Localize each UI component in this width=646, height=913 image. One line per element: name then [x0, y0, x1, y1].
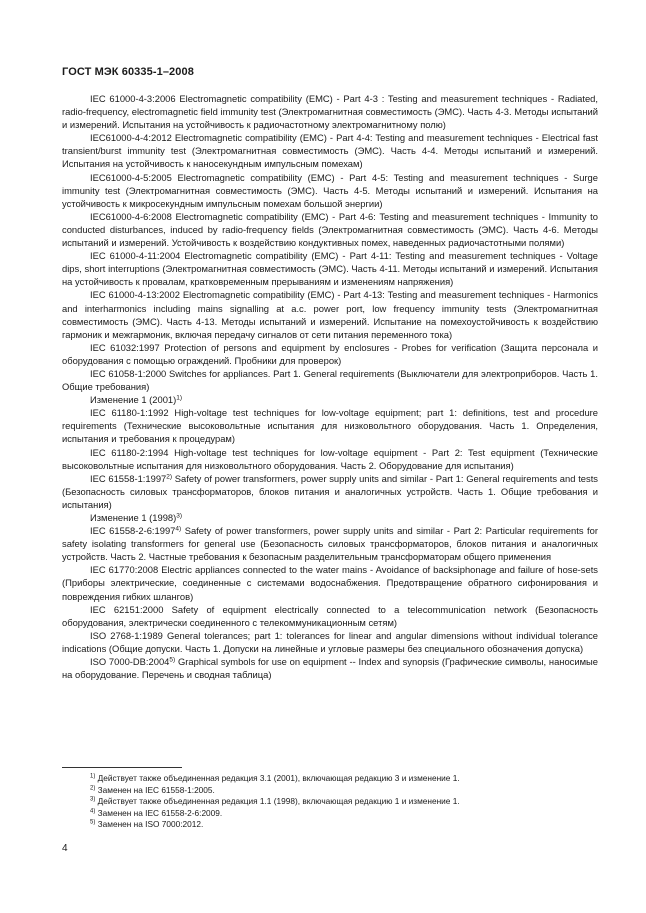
footnote: $^{2)}$ Заменен на IEC 61558-1:2005. [90, 784, 215, 795]
page-number: 4 [62, 843, 68, 854]
reference-entry: IEC 61558-1:1997$^{2)}$ Safety of power transformers, power supply units and similar - Part 1: General requirements and tests (Безопасность силовых трансформаторов, блоков питания и аналогичных устройств. Часть 1. Общие требования и испытания) [62, 472, 598, 510]
footnote-ref: 2) [166, 473, 173, 481]
footnote-ref: 1) [176, 394, 183, 402]
footnote: $^{5)}$ Заменен на ISO 7000:2012. [90, 819, 204, 830]
reference-entry: ISO 2768-1:1989 General tolerances; part 1: tolerances for linear and angular dimensions without individual tolerance indications (Общие допуски. Часть 1. Допуски на линейные и угловые размеры без специального обозначения допуска) [62, 629, 598, 654]
reference-entry: IEC 61180-2:1994 High-voltage test techniques for low-voltage equipment - Part 2: Test equipment (Технические высоковольтные испытания для низковольтного оборудования. Часть 2. Оборудование для испытания) [62, 446, 598, 471]
footnote-mark: 4) [90, 808, 96, 815]
reference-entry: IEC 61032:1997 Protection of persons and equipment by enclosures - Probes for verification (Защита персонала и оборудования с помощью ограждений. Пробники для проверок) [62, 341, 598, 366]
footnote: $^{3)}$ Действует также объединенная редакция 1.1 (1998), включающая редакцию 1 и изменение 1. [90, 796, 460, 807]
footnote-ref: 4) [175, 525, 182, 533]
reference-entry: IEC61000-4-5:2005 Electromagnetic compatibility (EMC) - Part 4-5: Testing and measurement techniques - Surge immunity test (Электромагнитная совместимость (ЭМС). Часть 4-5. Методы испытаний и измерений. Испытания на устойчивость к микросекундным импульсным помехам большой энергии) [62, 171, 598, 209]
reference-entry: IEC 61000-4-3:2006 Electromagnetic compatibility (EMC) - Part 4-3 : Testing and measurement techniques - Radiated, radio-frequency, electromagnetic field immunity test (Электромагнитная совместимость (ЭМС). Часть 4-3. Методы испытаний и измерений. Испытания на устойчивость к радиочастотному электромагнитному полю) [62, 93, 598, 131]
reference-entry: IEC 61000-4-11:2004 Electromagnetic compatibility (EMC) - Part 4-11: Testing and measurement techniques - Voltage dips, short interruptions (Электромагнитная совместимость (ЭМС). Часть 4-11. Методы испытаний и измерений. Испытания на устойчивость к провалам, кратковременным прерываниям и изменениям напряжения) [62, 250, 598, 288]
footnote-mark: 1) [90, 773, 96, 780]
reference-entry: IEC 61180-1:1992 High-voltage test techniques for low-voltage equipment; part 1: definitions, test and procedure requirements (Технические высоковольтные испытания для низковольтного оборудования. Часть 1. Определения, испытания и требования к процедурам) [62, 407, 598, 445]
footnote-mark: 2) [90, 785, 96, 792]
amendment-entry: Изменение 1 $(1998)^{3)}$ [90, 512, 183, 523]
reference-entry: IEC61000-4-6:2008 Electromagnetic compatibility (EMC) - Part 4-6: Testing and measurement techniques - Immunity to conducted disturbances, induced by radio-frequency fields (Электромагнитная совместимость (ЭМС). Часть 4-6. Методы испытаний и измерений. Устойчивость к воздействию кондуктивных помех, наведенных радиочастотными полями) [62, 210, 598, 249]
reference-list [62, 92, 598, 681]
reference-entry: IEC 61000-4-13:2002 Electromagnetic compatibility (EMC) - Part 4-13: Testing and measurement techniques - Harmonics and interharmonics including mains signalling at a.c. power port, low frequency immunity tests (Электромагнитная совместимость (ЭМС). Часть 4-13. Методы испытаний и измерений. Испытание на помехоустойчивость к воздействию гармоник и межгармоник, включая передачу сигналов от сети питания переменного тока) [62, 289, 598, 340]
document-header: ГОСТ МЭК 60335-1–2008 [62, 66, 194, 78]
reference-entry: IEC 61770:2008 Electric appliances connected to the water mains - Avoidance of backsiphonage and failure of hose-sets (Приборы электрические, соединенные с системами водоснабжения. Предотвращение обратного сифонирования и повреждения гибких шлангов) [62, 564, 598, 602]
amendment-entry: Изменение 1 $(2001)^{1)}$ [90, 394, 183, 406]
footnotes [90, 773, 590, 831]
reference-entry: IEC 61558-2-6:1997$^{4)}$ Safety of power transformers, power supply units and similar - Part 2: Particular requirements for safety isolating transformers for general use (Безопасность силовых трансформаторов, блоков питания и аналогичных устройств. Часть 2. Частные требования к безопасным разделительным трансформаторам общего применения [62, 525, 598, 563]
footnote: $^{4)}$ Заменен на IEC 61558-2-6:2009. [90, 807, 223, 818]
footnote-mark: 3) [90, 796, 96, 803]
footnote: $^{1)}$ Действует также объединенная редакция 3.1 (2001), включающая редакцию 3 и изменение 1. [90, 773, 460, 783]
footnote-mark: 5) [90, 819, 96, 826]
reference-entry: ISO 7000-DB:2004$^{5)}$ Graphical symbols for use on equipment -- Index and synopsis (Графические символы, наносимые на оборудование. Перечень и сводная таблица) [62, 656, 599, 681]
footnote-ref: 3) [176, 512, 183, 520]
reference-entry: IEC 62151:2000 Safety of equipment electrically connected to a telecommunication network (Безопасность оборудования, электрически соединенного с телекоммуникационным сетям) [62, 603, 598, 628]
footnote-divider [62, 767, 182, 768]
footnote-ref: 5) [169, 656, 176, 664]
reference-entry: IEC 61058-1:2000 Switches for appliances. Part 1. General requirements (Выключатели для электроприборов. Часть 1. Общие требования) [62, 367, 598, 393]
reference-entry: IEC61000-4-4:2012 Electromagnetic compatibility (EMC) - Part 4-4: Testing and measurement techniques - Electrical fast transient/burst immunity test (Электромагнитная совместимость (ЭМС). Часть 4-4. Методы испытаний и измерений. Испытания на устойчивость к наносекундным импульсным помехам) [62, 132, 598, 170]
